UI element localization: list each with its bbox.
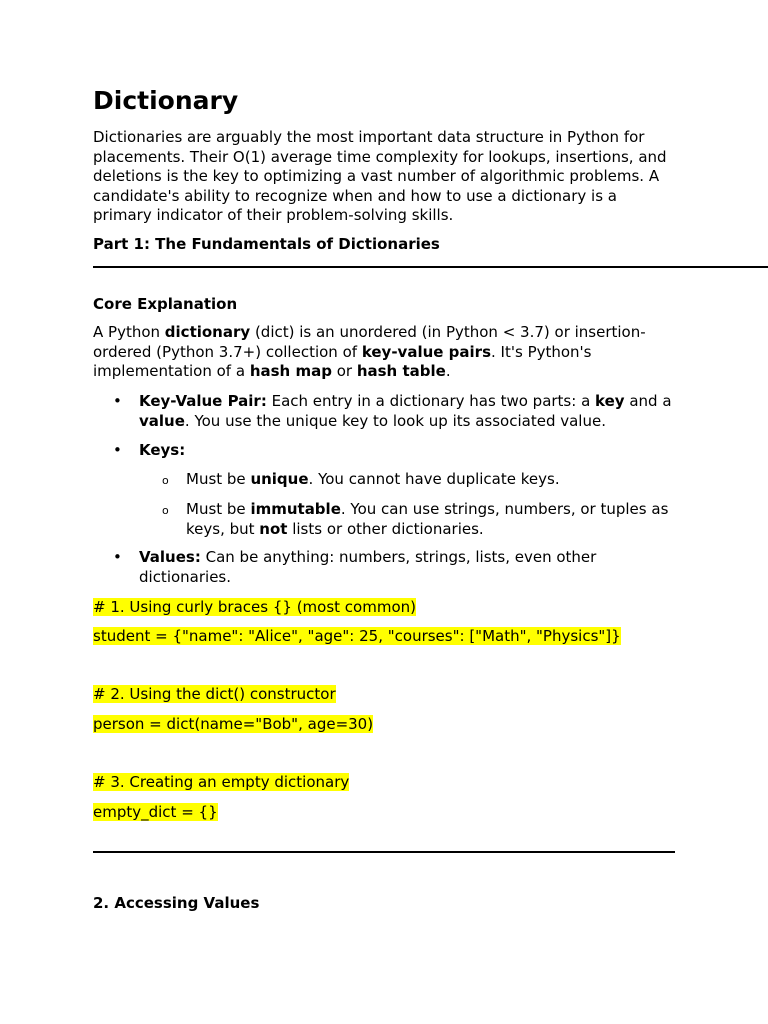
bullet-icon: • [113,392,122,410]
bold-term: unique [250,470,309,488]
code-comment-curly-braces [93,598,416,618]
highlighted-code: student = {"name": "Alice", "age": 25, "courses": ["Math", "Physics"]} [93,627,621,645]
bold-term: not [259,519,288,538]
bold-term: hash table [356,362,446,380]
text-run: and a [624,392,672,410]
bold-term: value [139,411,185,430]
code-person-dict [93,715,373,735]
bullet-icon: • [113,441,122,459]
bold-term: key [595,392,625,410]
list-item-text [139,392,679,431]
text-run: . You use the unique key to look up its associated value. [184,411,606,430]
bold-term: hash map [249,362,332,380]
text-run: Each entry in a dictionary has two parts: a [266,392,596,410]
bold-term: Keys: [139,441,186,459]
text-run: Can be anything: numbers, strings, lists, even other dictionaries. [139,548,597,586]
text-run: or [331,362,357,380]
bullet-icon: • [113,548,122,566]
text-run: . It's Python's implementation of a [93,342,592,380]
sub-list-item-text [186,470,676,490]
highlighted-code: person = dict(name="Bob", age=30) [93,715,374,733]
text-run: Must be [186,470,251,488]
code-comment-constructor [93,685,336,705]
text-run: . You can use strings, numbers, or tuples as keys, but [186,500,669,538]
text-run: lists or other dictionaries. [287,519,484,538]
page-title: Dictionary [93,86,239,115]
text-run: (dict) is an unordered (in Python < 3.7) or insertion-ordered (Python 3.7+) collection of [93,323,646,361]
sub-list-item-text [186,500,676,539]
text-run: . You cannot have duplicate keys. [308,470,560,488]
code-student-dict [93,627,621,647]
code-comment-empty [93,773,349,793]
text-run: Must be [186,500,251,518]
accessing-values-heading: 2. Accessing Values [93,894,260,912]
core-explanation-paragraph [93,323,683,382]
list-item-text [139,548,679,587]
sub-bullet-icon: o [162,504,169,517]
code-empty-dict [93,803,218,823]
highlighted-code: empty_dict = {} [93,803,218,821]
highlighted-code: # 1. Using curly braces {} (most common) [93,598,416,616]
core-explanation-heading: Core Explanation [93,295,238,313]
sub-bullet-icon: o [162,474,169,487]
text-run: . [445,362,451,380]
text-run: A Python [93,323,165,341]
bold-term: dictionary [164,323,251,341]
bold-term: key-value pairs [361,342,492,361]
bold-term: Key-Value Pair: [139,392,267,410]
list-item-text [139,441,679,461]
bold-term: Values: [139,548,201,566]
horizontal-rule [93,851,675,853]
horizontal-rule [93,266,768,268]
highlighted-code: # 2. Using the dict() constructor [93,685,336,703]
bold-term: immutable [250,500,341,518]
intro-paragraph: Dictionaries are arguably the most important data structure in Python for placements. Their O(1) average time complexity for lookups, insertions, and deletions is the key to optimizing a vast number of algorithmic problems. A candidate's ability to recognize when and how to use a dictionary is a primary indicator of their problem-solving skills. [93,128,667,224]
part1-heading: Part 1: The Fundamentals of Dictionaries [93,235,440,253]
highlighted-code: # 3. Creating an empty dictionary [93,773,350,791]
